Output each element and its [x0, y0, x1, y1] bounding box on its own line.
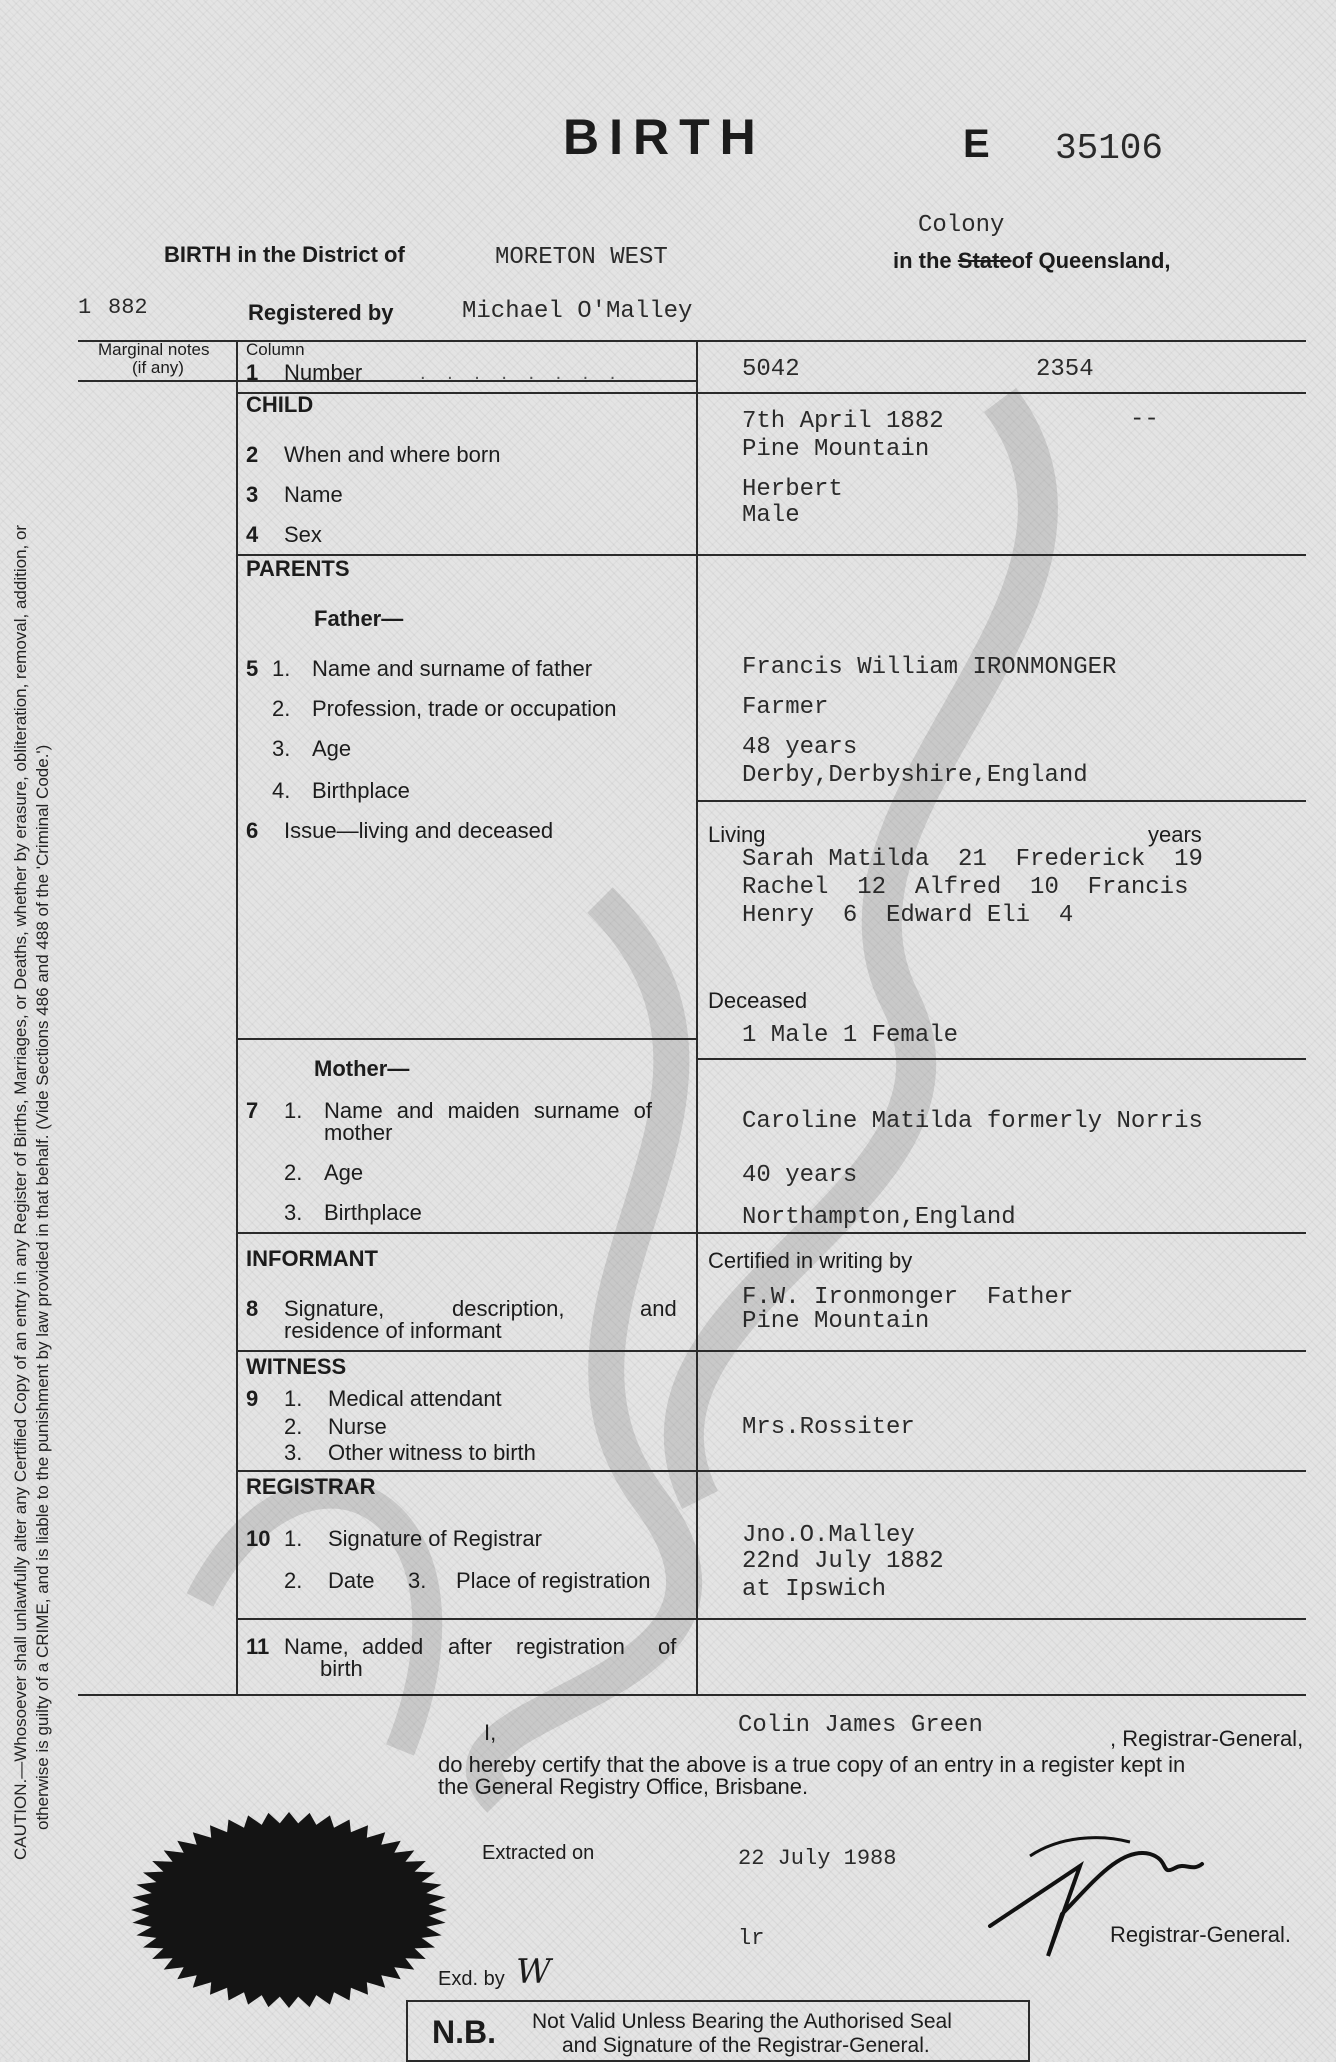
living-line-1: Sarah Matilda 21 Frederick 19 — [742, 846, 1203, 873]
registered-by-label: Registered by — [248, 300, 394, 325]
seal-icon — [124, 1810, 454, 2010]
lr-mark: lr — [738, 1926, 765, 1951]
father-profession-label: Profession, trade or occupation — [312, 696, 617, 721]
child-name-value: Herbert — [742, 476, 843, 503]
when-where-born-label: When and where born — [284, 442, 501, 467]
medical-attendant-label: Medical attendant — [328, 1386, 502, 1411]
mother-birthplace-value: Northampton,England — [742, 1204, 1016, 1231]
number-value-b: 2354 — [1036, 356, 1094, 383]
district-label: BIRTH in the District of — [164, 242, 405, 267]
nb-label: N.B. — [432, 2014, 496, 2050]
other-witness-label: Other witness to birth — [328, 1440, 536, 1465]
district-value: MORETON WEST — [495, 244, 668, 271]
row-number-8: 8 — [246, 1296, 259, 1321]
father-birthplace-label: Birthplace — [312, 778, 410, 803]
certify-line-1: do hereby certify that the above is a true copy of an entry in a register kept in — [438, 1752, 1186, 1777]
registrar-general-title: Registrar-General. — [1110, 1922, 1291, 1947]
row-number-11: 11 — [246, 1634, 270, 1659]
nb-line-2: and Signature of the Registrar-General. — [562, 2034, 930, 2057]
registrar-general-suffix: , Registrar-General, — [1110, 1726, 1304, 1751]
birth-date-value: 7th April 1882 — [742, 408, 944, 435]
row-number-1: 1 — [246, 360, 259, 385]
registration-place-value: at Ipswich — [742, 1576, 887, 1603]
registrar-signature-label: Signature of Registrar — [328, 1526, 542, 1551]
deceased-label: Deceased — [708, 988, 808, 1013]
witness-heading: WITNESS — [246, 1354, 347, 1379]
signature-icon — [970, 1816, 1210, 1966]
child-sex-label: Sex — [284, 522, 322, 547]
number-value-a: 5042 — [742, 356, 800, 383]
colony-word: Colony — [918, 212, 1005, 239]
if-any-label: (if any) — [132, 358, 184, 377]
registration-date-value: 22nd July 1882 — [742, 1548, 944, 1575]
document-title: BIRTH — [563, 109, 766, 165]
certificate-number: 35106 — [1055, 128, 1164, 169]
child-heading: CHILD — [246, 392, 314, 417]
nurse-label: Nurse — [328, 1414, 387, 1439]
exd-by-label: Exd. by — [438, 1968, 505, 1990]
informant-residence-label: residence of informant — [284, 1318, 502, 1343]
parents-heading: PARENTS — [246, 556, 350, 581]
certify-i: I, — [484, 1720, 497, 1745]
certified-label: Certified in writing by — [708, 1248, 913, 1273]
living-line-2: Rachel 12 Alfred 10 Francis — [742, 874, 1189, 901]
mother-name-label-2: mother — [324, 1120, 393, 1145]
state-label: in the Stateof Queensland, — [893, 248, 1171, 273]
mother-age-value: 40 years — [742, 1162, 858, 1189]
mother-name-value: Caroline Matilda formerly Norris — [742, 1108, 1203, 1135]
father-profession-value: Farmer — [742, 694, 829, 721]
row-number-5: 5 — [246, 656, 259, 681]
mother-name-label: Name and maiden surname of — [324, 1098, 652, 1123]
number-label: Number — [284, 360, 363, 385]
extracted-on-value: 22 July 1988 — [738, 1846, 897, 1871]
row-number-9: 9 — [246, 1386, 259, 1411]
registrar-heading: REGISTRAR — [246, 1474, 376, 1499]
witness-value: Mrs.Rossiter — [742, 1414, 915, 1441]
mother-birthplace-label: Birthplace — [324, 1200, 422, 1225]
caution-line2: otherwise is guilty of a CRIME, and is liable to the punishment by law provided in that behalf. (Vide Sections 486 and 488 of the 'Criminal Code.') — [33, 744, 52, 1830]
row-number-10: 10 — [246, 1526, 271, 1551]
registered-by-value: Michael O'Malley — [462, 298, 693, 325]
registrar-signature-value: Jno.O.Malley — [742, 1522, 915, 1549]
child-sex-value: Male — [742, 502, 800, 529]
row-number-4: 4 — [246, 522, 259, 547]
living-line-3: Henry 6 Edward Eli 4 — [742, 902, 1074, 929]
living-label: Living — [708, 822, 766, 847]
year-prefix: 1 — [78, 295, 92, 320]
father-heading: Father— — [314, 606, 404, 631]
father-age-value: 48 years — [742, 734, 858, 761]
years-label: years — [1148, 822, 1202, 847]
child-name-label: Name — [284, 482, 343, 507]
mother-heading: Mother— — [314, 1056, 410, 1081]
birth-place-value: Pine Mountain — [742, 436, 930, 463]
extracted-on-label: Extracted on — [482, 1842, 595, 1864]
caution-line1: CAUTION.—Whosoever shall unlawfully alter any Certified Copy of an entry in any Register of Births, Marriages, or Deaths, whether by erasure, obliteration, removal, addition, or — [11, 524, 30, 1860]
issue-label: Issue—living and deceased — [284, 818, 554, 843]
deceased-value: 1 Male 1 Female — [742, 1022, 959, 1049]
informant-value-2: Pine Mountain — [742, 1308, 930, 1335]
registrar-general-name: Colin James Green — [738, 1712, 983, 1739]
birth-dash: -- — [1130, 406, 1159, 433]
mother-age-label: Age — [324, 1160, 364, 1185]
father-birthplace-value: Derby,Derbyshire,England — [742, 762, 1088, 789]
registration-date-label: Date — [328, 1568, 375, 1593]
father-name-value: Francis William IRONMONGER — [742, 654, 1117, 681]
father-age-label: Age — [312, 736, 352, 761]
series-letter: E — [963, 122, 990, 166]
nb-line-1: Not Valid Unless Bearing the Authorised Seal — [532, 2010, 952, 2033]
column-label: Column — [246, 340, 305, 359]
year-value: 882 — [108, 295, 148, 320]
informant-heading: INFORMANT — [246, 1246, 378, 1271]
marginal-notes-label: Marginal notes — [98, 340, 210, 359]
row-number-2: 2 — [246, 442, 259, 467]
certify-line-2: the General Registry Office, Brisbane. — [438, 1774, 809, 1799]
father-name-label: Name and surname of father — [312, 656, 593, 681]
informant-value-1: F.W. Ironmonger Father — [742, 1284, 1074, 1311]
caution-notice — [10, 210, 54, 1860]
registration-place-label: Place of registration — [456, 1568, 651, 1593]
row-number-7: 7 — [246, 1098, 259, 1123]
row-number-6: 6 — [246, 818, 259, 843]
row-number-3: 3 — [246, 482, 259, 507]
exd-initials: W — [516, 1952, 551, 1992]
